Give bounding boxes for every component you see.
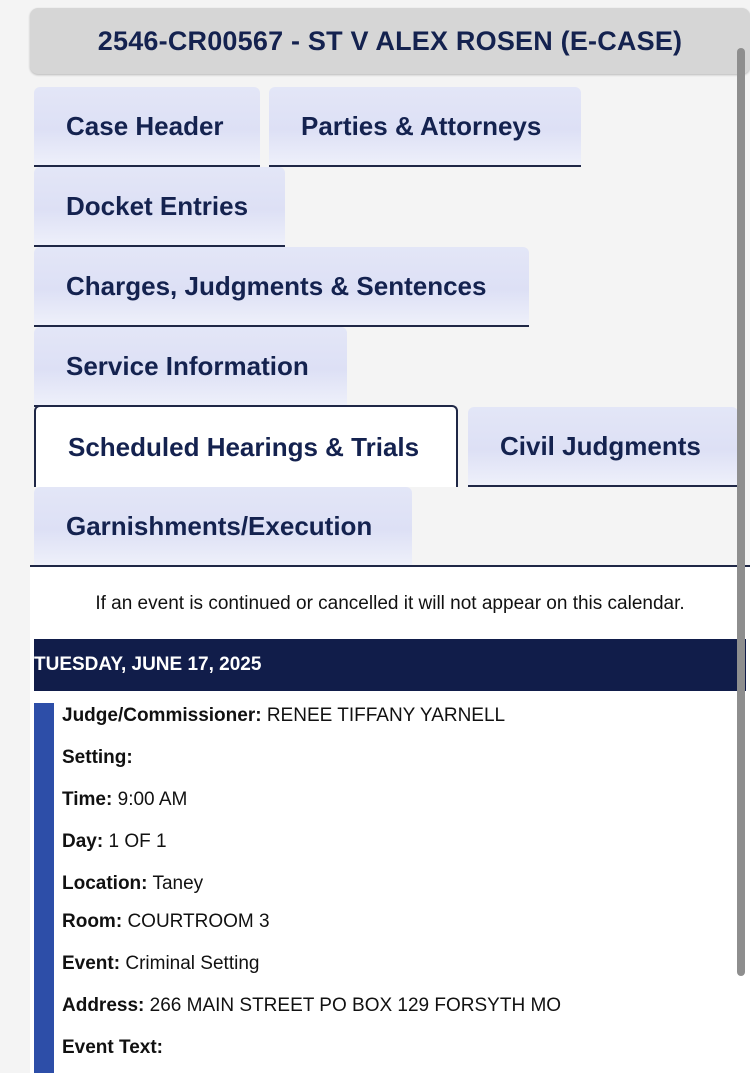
field-address bbox=[62, 995, 561, 1017]
field-room bbox=[62, 911, 270, 933]
vertical-scrollbar[interactable] bbox=[737, 48, 745, 976]
tab-civil-judgments[interactable]: Civil Judgments bbox=[468, 407, 738, 487]
day-label: Day: bbox=[62, 831, 104, 852]
day-value: 1 OF 1 bbox=[108, 831, 167, 852]
calendar-notice: If an event is continued or cancelled it will not appear on this calendar. bbox=[95, 593, 685, 614]
date-header: TUESDAY, JUNE 17, 2025 bbox=[34, 639, 746, 691]
time-value: 9:00 AM bbox=[117, 789, 188, 810]
tab-docket-entries[interactable]: Docket Entries bbox=[34, 167, 285, 247]
field-event-text bbox=[62, 1037, 163, 1059]
setting-label: Setting: bbox=[62, 747, 133, 768]
field-time bbox=[62, 789, 187, 811]
case-title: 2546-CR00567 - ST V ALEX ROSEN (E-CASE) bbox=[30, 8, 750, 74]
address-value: 266 MAIN STREET PO BOX 129 FORSYTH MO bbox=[149, 995, 562, 1016]
event-label: Event: bbox=[62, 953, 121, 974]
event-accent-bar bbox=[34, 703, 54, 1073]
judge-value: RENEE TIFFANY YARNELL bbox=[266, 705, 506, 726]
event-text-label: Event Text: bbox=[62, 1037, 164, 1058]
event-value: Criminal Setting bbox=[125, 953, 260, 974]
time-label: Time: bbox=[62, 789, 113, 810]
tab-service-information[interactable]: Service Information bbox=[34, 327, 347, 407]
address-label: Address: bbox=[62, 995, 145, 1016]
location-label: Location: bbox=[62, 873, 148, 894]
room-value: COURTROOM 3 bbox=[127, 911, 270, 932]
location-value: Taney bbox=[152, 873, 204, 894]
hearings-panel bbox=[30, 567, 750, 1073]
tab-scheduled-hearings-trials[interactable]: Scheduled Hearings & Trials bbox=[34, 405, 458, 487]
field-location bbox=[62, 873, 203, 895]
field-judge bbox=[62, 705, 505, 727]
tab-charges-judgments-sentences[interactable]: Charges, Judgments & Sentences bbox=[34, 247, 529, 327]
field-event bbox=[62, 953, 259, 975]
field-setting bbox=[62, 747, 133, 769]
tab-parties-attorneys[interactable]: Parties & Attorneys bbox=[269, 87, 581, 167]
field-day bbox=[62, 831, 167, 853]
tab-case-header[interactable]: Case Header bbox=[34, 87, 260, 167]
tab-garnishments-execution[interactable]: Garnishments/Execution bbox=[34, 487, 412, 567]
room-label: Room: bbox=[62, 911, 123, 932]
judge-label: Judge/Commissioner: bbox=[62, 705, 262, 726]
